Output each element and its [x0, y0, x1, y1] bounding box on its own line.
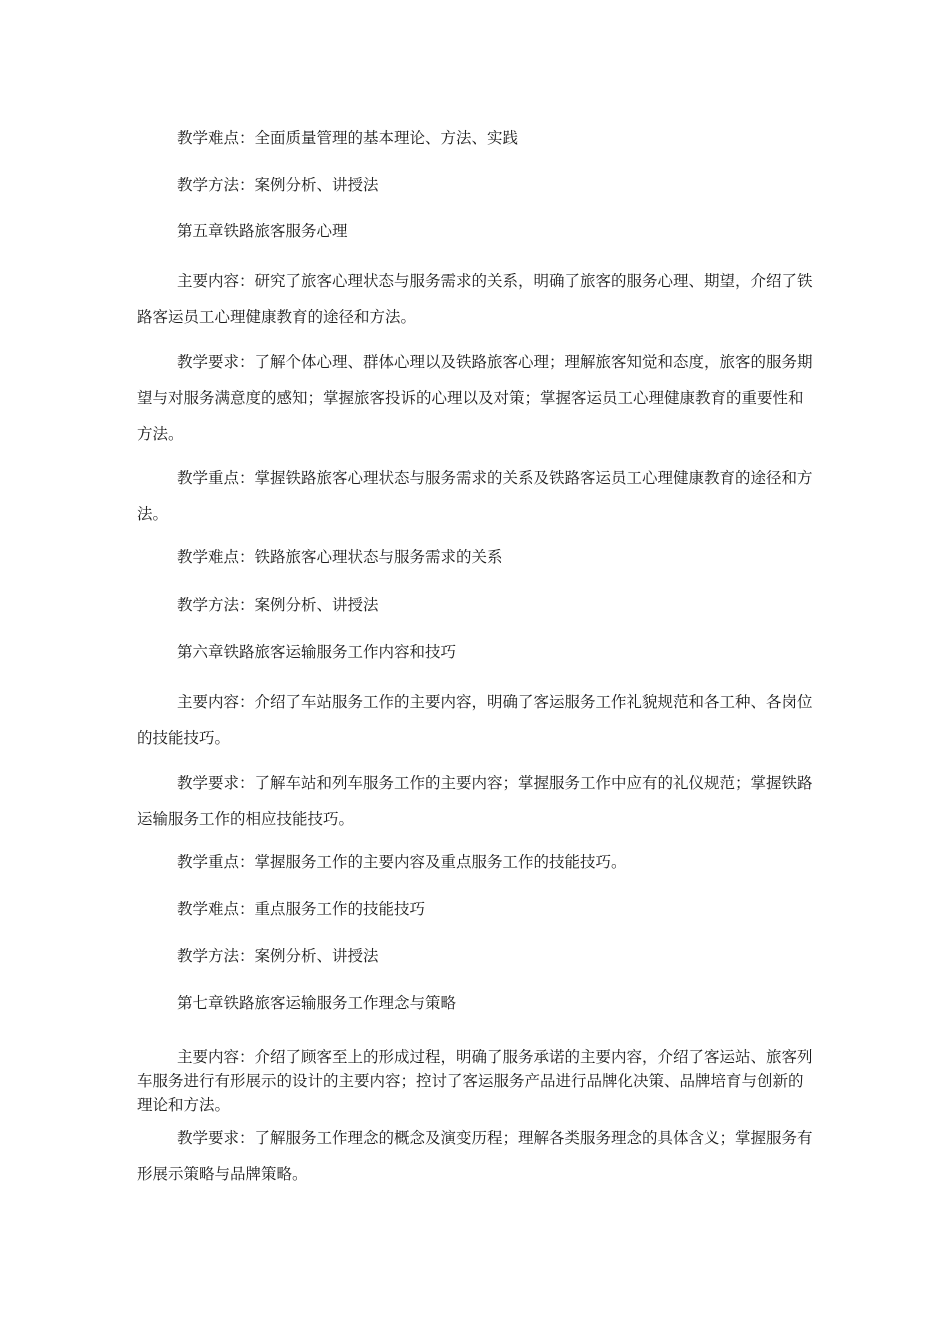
- content-paragraph: 主要内容：介绍了车站服务工作的主要内容，明确了客运服务工作礼貌规范和各工种、各岗位的技能技巧。: [137, 693, 813, 747]
- difficulty-paragraph: 教学难点：铁路旅客心理状态与服务需求的关系: [177, 548, 503, 566]
- chapter-six-title: 第六章铁路旅客运输服务工作内容和技巧: [177, 643, 457, 661]
- difficulty-paragraph: 教学难点：重点服务工作的技能技巧: [177, 900, 426, 918]
- method-paragraph: 教学方法：案例分析、讲授法: [177, 596, 379, 614]
- key-points-paragraph: 教学重点：掌握服务工作的主要内容及重点服务工作的技能技巧。: [177, 853, 627, 871]
- method-paragraph: 教学方法：案例分析、讲授法: [177, 947, 379, 965]
- key-points-paragraph: 教学重点：掌握铁路旅客心理状态与服务需求的关系及铁路客运员工心理健康教育的途径和方法。: [137, 469, 813, 523]
- chapter-seven-title: 第七章铁路旅客运输服务工作理念与策略: [177, 994, 457, 1012]
- requirements-paragraph: 教学要求：了解服务工作理念的概念及演变历程；理解各类服务理念的具体含义；掌握服务有形展示策略与品牌策略。: [137, 1129, 813, 1183]
- content-paragraph: 主要内容：介绍了顾客至上的形成过程，明确了服务承诺的主要内容，介绍了客运站、旅客列车服务进行有形展示的设计的主要内容；控讨了客运服务产品进行品牌化决策、品牌培育与创新的理论和方法。: [137, 1048, 813, 1114]
- method-paragraph: 教学方法：案例分析、讲授法: [177, 176, 379, 194]
- requirements-paragraph: 教学要求：了解个体心理、群体心理以及铁路旅客心理；理解旅客知觉和态度，旅客的服务期望与对服务满意度的感知；掌握旅客投诉的心理以及对策；掌握客运员工心理健康教育的重要性和方法。: [137, 353, 813, 443]
- chapter-five-title: 第五章铁路旅客服务心理: [177, 222, 348, 240]
- requirements-paragraph: 教学要求：了解车站和列车服务工作的主要内容；掌握服务工作中应有的礼仪规范；掌握铁路运输服务工作的相应技能技巧。: [137, 774, 813, 828]
- difficulty-paragraph: 教学难点：全面质量管理的基本理论、方法、实践: [177, 129, 519, 147]
- content-paragraph: 主要内容：研究了旅客心理状态与服务需求的关系，明确了旅客的服务心理、期望，介绍了铁路客运员工心理健康教育的途径和方法。: [137, 272, 813, 326]
